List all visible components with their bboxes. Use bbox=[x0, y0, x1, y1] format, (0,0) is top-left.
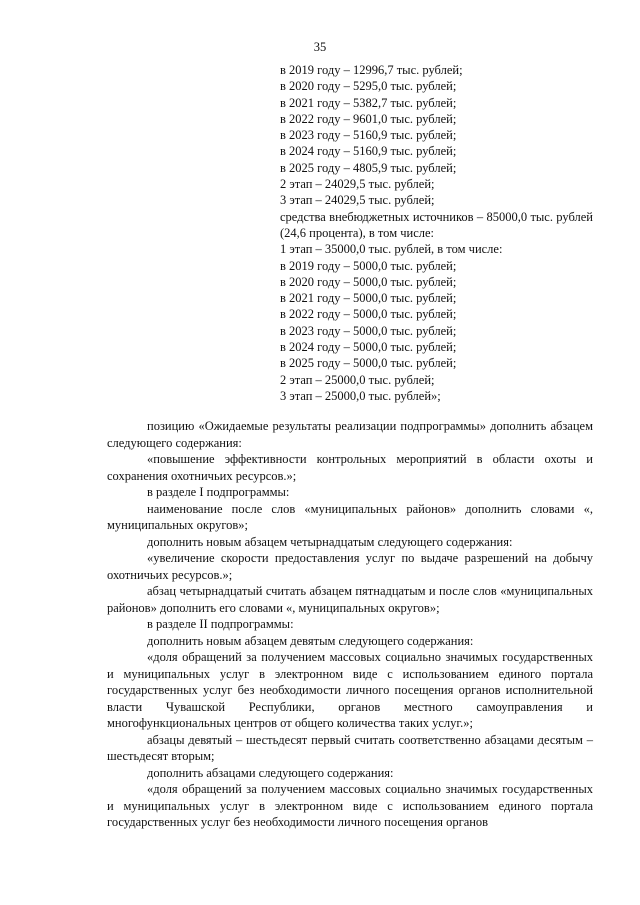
paragraph: наименование после слов «муниципальных районов» дополнить словами «, муниципальных округов»; bbox=[107, 501, 593, 532]
funding-line: 3 этап – 25000,0 тыс. рублей»; bbox=[280, 388, 441, 403]
funding-line: в 2019 году – 5000,0 тыс. рублей; bbox=[280, 258, 457, 273]
paragraph: абзац четырнадцатый считать абзацем пятнадцатым и после слов «муниципальных районов» дополнить его словами «, муниципальных округов»; bbox=[107, 584, 593, 615]
paragraph: «увеличение скорости предоставления услуг по выдаче разрешений на добычу охотничьих ресурсов.»; bbox=[107, 551, 593, 582]
funding-line: 3 этап – 24029,5 тыс. рублей; bbox=[280, 193, 435, 208]
funding-line: в 2020 году – 5295,0 тыс. рублей; bbox=[280, 79, 457, 94]
funding-line: в 2019 году – 12996,7 тыс. рублей; bbox=[280, 63, 463, 77]
funding-line: 2 этап – 25000,0 тыс. рублей; bbox=[280, 372, 435, 387]
paragraph: «повышение эффективности контрольных мероприятий в области охоты и сохранения охотничьих ресурсов.»; bbox=[107, 452, 593, 483]
funding-line: 1 этап – 35000,0 тыс. рублей, в том числе: bbox=[280, 242, 503, 257]
funding-line: в 2021 году – 5000,0 тыс. рублей; bbox=[280, 291, 457, 306]
paragraph: позицию «Ожидаемые результаты реализации подпрограммы» дополнить абзацем следующего содержания: bbox=[107, 419, 593, 450]
paragraph: дополнить новым абзацем четырнадцатым следующего содержания: bbox=[147, 534, 513, 549]
paragraph: «доля обращений за получением массовых социально значимых государственных и муниципальных услуг в электронном виде с использованием единого портала государственных услуг без необходимости личного посещения органов bbox=[107, 782, 593, 829]
funding-line: в 2025 году – 5000,0 тыс. рублей; bbox=[280, 356, 457, 371]
funding-line: в 2021 году – 5382,7 тыс. рублей; bbox=[280, 95, 457, 110]
paragraph: в разделе II подпрограммы: bbox=[147, 617, 294, 631]
funding-line: в 2025 году – 4805,9 тыс. рублей; bbox=[280, 160, 457, 175]
funding-line: 2 этап – 24029,5 тыс. рублей; bbox=[280, 177, 435, 192]
funding-line: в 2023 году – 5160,9 тыс. рублей; bbox=[280, 128, 457, 143]
paragraph: «доля обращений за получением массовых социально значимых государственных и муниципальных услуг в электронном виде с использованием единого портала государственных услуг без необходимости личного посещения органов исполнительной власти Чувашской Республики, органов местного самоуправления и многофункциональных центров от общего количества таких услуг.»; bbox=[107, 650, 593, 730]
page-number: 35 bbox=[313, 40, 327, 54]
document-body bbox=[107, 418, 593, 831]
funding-line: в 2022 году – 5000,0 тыс. рублей; bbox=[280, 307, 457, 322]
funding-breakdown bbox=[280, 62, 593, 404]
funding-line: средства внебюджетных источников – 85000,0 тыс. рублей (24,6 процента), в том числе: bbox=[280, 209, 593, 240]
paragraph: дополнить абзацами следующего содержания: bbox=[147, 765, 394, 780]
paragraph: в разделе I подпрограммы: bbox=[147, 485, 290, 499]
paragraph: абзацы девятый – шестьдесят первый считать соответственно абзацами десятым – шестьдесят вторым; bbox=[107, 732, 593, 763]
funding-line: в 2020 году – 5000,0 тыс. рублей; bbox=[280, 274, 457, 289]
funding-line: в 2023 году – 5000,0 тыс. рублей; bbox=[280, 323, 457, 338]
funding-line: в 2022 году – 9601,0 тыс. рублей; bbox=[280, 111, 457, 126]
paragraph: дополнить новым абзацем девятым следующего содержания: bbox=[147, 633, 474, 648]
funding-line: в 2024 году – 5160,9 тыс. рублей; bbox=[280, 144, 457, 159]
funding-line: в 2024 году – 5000,0 тыс. рублей; bbox=[280, 340, 457, 355]
